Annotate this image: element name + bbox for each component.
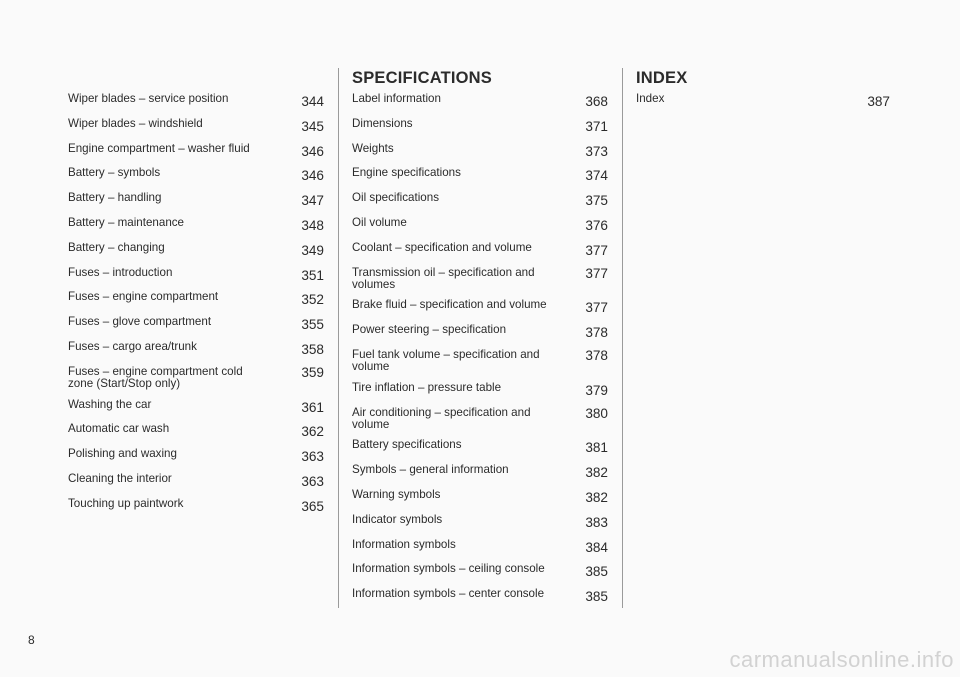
- toc-entry-page: 375: [585, 193, 608, 209]
- toc-entry-page: 365: [301, 498, 324, 514]
- toc-entry[interactable]: [68, 143, 324, 159]
- toc-entry[interactable]: [352, 299, 608, 315]
- toc-entry[interactable]: [68, 498, 324, 514]
- toc-entry[interactable]: [352, 382, 608, 398]
- toc-entry-label: Battery specifications: [352, 438, 462, 452]
- toc-entry-page: 348: [301, 217, 324, 233]
- toc-entry[interactable]: [68, 267, 324, 283]
- toc-entry-label: Information symbols: [352, 537, 456, 551]
- toc-entry[interactable]: [352, 167, 608, 183]
- toc-entry-label: Wiper blades – service position: [68, 92, 229, 105]
- toc-column-specifications: [352, 68, 608, 613]
- toc-entry-page: 355: [301, 317, 324, 333]
- toc-entry[interactable]: [352, 539, 608, 555]
- toc-entry-page: 385: [585, 589, 608, 605]
- toc-entry-page: 361: [301, 399, 324, 415]
- toc-entry[interactable]: [68, 316, 324, 332]
- toc-entry-label: Fuses – cargo area/trunk: [68, 339, 197, 353]
- toc-entry[interactable]: [68, 93, 324, 109]
- section-title: SPECIFICATIONS: [352, 69, 493, 87]
- toc-entry-label: Tire inflation – pressure table: [352, 380, 502, 394]
- toc-entry-page: 345: [301, 118, 324, 134]
- toc-entry-label: Battery – changing: [68, 240, 165, 254]
- toc-entry[interactable]: [352, 192, 608, 208]
- toc-entry[interactable]: [68, 366, 324, 390]
- toc-entry-page: 382: [585, 465, 608, 481]
- toc-entry-label: Oil volume: [352, 215, 407, 229]
- toc-entry-page: 377: [585, 265, 608, 281]
- toc-entry[interactable]: [68, 341, 324, 357]
- toc-entry-page: 374: [585, 168, 608, 184]
- toc-entry[interactable]: [352, 464, 608, 480]
- toc-entry[interactable]: [68, 291, 324, 307]
- toc-entry[interactable]: [352, 349, 608, 373]
- toc-entry[interactable]: [352, 217, 608, 233]
- toc-entry-label: Information symbols – ceiling console: [352, 562, 545, 576]
- toc-entry-label: Fuel tank volume – specification and volume: [352, 347, 540, 373]
- toc-entry-label: Fuses – engine compartment: [68, 290, 219, 304]
- toc-entry[interactable]: [352, 118, 608, 134]
- toc-entry-label: Fuses – engine compartment cold zone (Start/Stop only): [68, 364, 243, 390]
- toc-entry[interactable]: [68, 242, 324, 258]
- toc-entry-label: Label information: [352, 92, 441, 105]
- toc-entry-page: 351: [301, 267, 324, 283]
- toc-entry-label: Indicator symbols: [352, 512, 443, 526]
- toc-entry-label: Automatic car wash: [68, 422, 170, 436]
- toc-entry-page: 349: [301, 242, 324, 258]
- toc-entry[interactable]: [352, 407, 608, 431]
- toc-entry-label: Air conditioning – specification and volume: [352, 405, 531, 431]
- toc-column-index: [636, 68, 890, 118]
- toc-entry-page: 378: [585, 325, 608, 341]
- toc-entry-label: Fuses – introduction: [68, 265, 173, 279]
- toc-entry-page: 377: [585, 242, 608, 258]
- toc-entry-label: Symbols – general information: [352, 463, 509, 477]
- toc-entry-page: 380: [585, 405, 608, 421]
- column-divider: [338, 68, 339, 608]
- toc-entry[interactable]: [68, 423, 324, 439]
- toc-entry-label: Wiper blades – windshield: [68, 116, 203, 130]
- toc-entry[interactable]: [68, 167, 324, 183]
- toc-entry-page: 352: [301, 292, 324, 308]
- toc-entry-page: 377: [585, 300, 608, 316]
- toc-entry-page: 382: [585, 489, 608, 505]
- toc-entry-label: Battery – handling: [68, 191, 162, 205]
- toc-entry[interactable]: [68, 473, 324, 489]
- toc-entry[interactable]: [352, 93, 608, 109]
- column-divider: [622, 68, 623, 608]
- toc-entry-label: Warning symbols: [352, 487, 441, 501]
- toc-entry-label: Battery – symbols: [68, 166, 161, 180]
- toc-entry-page: 363: [301, 449, 324, 465]
- toc-entry-label: Engine specifications: [352, 166, 461, 180]
- toc-entry[interactable]: [352, 324, 608, 340]
- toc-entry[interactable]: [352, 563, 608, 579]
- toc-entry-label: Polishing and waxing: [68, 447, 177, 461]
- toc-entry-page: 347: [301, 193, 324, 209]
- page-number: 8: [28, 633, 35, 647]
- toc-entry-page: 378: [585, 347, 608, 363]
- toc-entry-page: 346: [301, 168, 324, 184]
- toc-entry-page: 376: [585, 217, 608, 233]
- toc-entry-page: 387: [867, 94, 890, 109]
- toc-entry-label: Index: [636, 92, 665, 105]
- toc-entry-label: Battery – maintenance: [68, 215, 185, 229]
- toc-entry-label: Fuses – glove compartment: [68, 315, 212, 329]
- toc-entry-label: Dimensions: [352, 116, 413, 130]
- toc-entry[interactable]: [68, 118, 324, 134]
- toc-entry[interactable]: [68, 217, 324, 233]
- toc-entry-label: Cleaning the interior: [68, 471, 172, 485]
- toc-entry-page: 384: [585, 539, 608, 555]
- toc-entry-page: 362: [301, 424, 324, 440]
- toc-entry-page: 363: [301, 473, 324, 489]
- toc-entry-label: Brake fluid – specification and volume: [352, 298, 547, 312]
- toc-entry[interactable]: [68, 448, 324, 464]
- toc-entry-page: 385: [585, 564, 608, 580]
- toc-entry-label: Transmission oil – specification and volumes: [352, 265, 535, 291]
- section-title: INDEX: [636, 69, 688, 87]
- toc-entry-label: Oil specifications: [352, 191, 439, 205]
- toc-entry-page: 373: [585, 143, 608, 159]
- watermark: carmanualsonline.info: [729, 647, 954, 672]
- toc-entry-page: 358: [301, 341, 324, 357]
- toc-entry-label: Weights: [352, 141, 394, 155]
- toc-column-maintenance: [68, 93, 324, 523]
- toc-entry-label: Information symbols – center console: [352, 587, 545, 601]
- toc-entry-page: 344: [301, 94, 324, 109]
- toc-entry[interactable]: [352, 514, 608, 530]
- toc-entry[interactable]: [352, 242, 608, 258]
- toc-entry[interactable]: [352, 439, 608, 455]
- toc-entry[interactable]: [352, 267, 608, 291]
- toc-entry-page: 368: [585, 94, 608, 109]
- toc-entry[interactable]: [352, 143, 608, 159]
- toc-entry[interactable]: [68, 399, 324, 415]
- toc-entry-page: 371: [585, 118, 608, 134]
- toc-entry-page: 379: [585, 382, 608, 398]
- toc-entry[interactable]: [352, 588, 608, 604]
- toc-entry-label: Coolant – specification and volume: [352, 240, 532, 254]
- toc-entry-label: Engine compartment – washer fluid: [68, 141, 250, 155]
- toc-entry-label: Power steering – specification: [352, 323, 507, 337]
- toc-entry[interactable]: [352, 489, 608, 505]
- toc-entry-page: 383: [585, 514, 608, 530]
- toc-entry-page: 346: [301, 143, 324, 159]
- toc-entry[interactable]: [636, 93, 890, 109]
- toc-entry[interactable]: [68, 192, 324, 208]
- toc-entry-label: Touching up paintwork: [68, 496, 184, 510]
- toc-entry-label: Washing the car: [68, 397, 152, 411]
- toc-entry-page: 359: [301, 364, 324, 380]
- toc-entry-page: 381: [585, 440, 608, 456]
